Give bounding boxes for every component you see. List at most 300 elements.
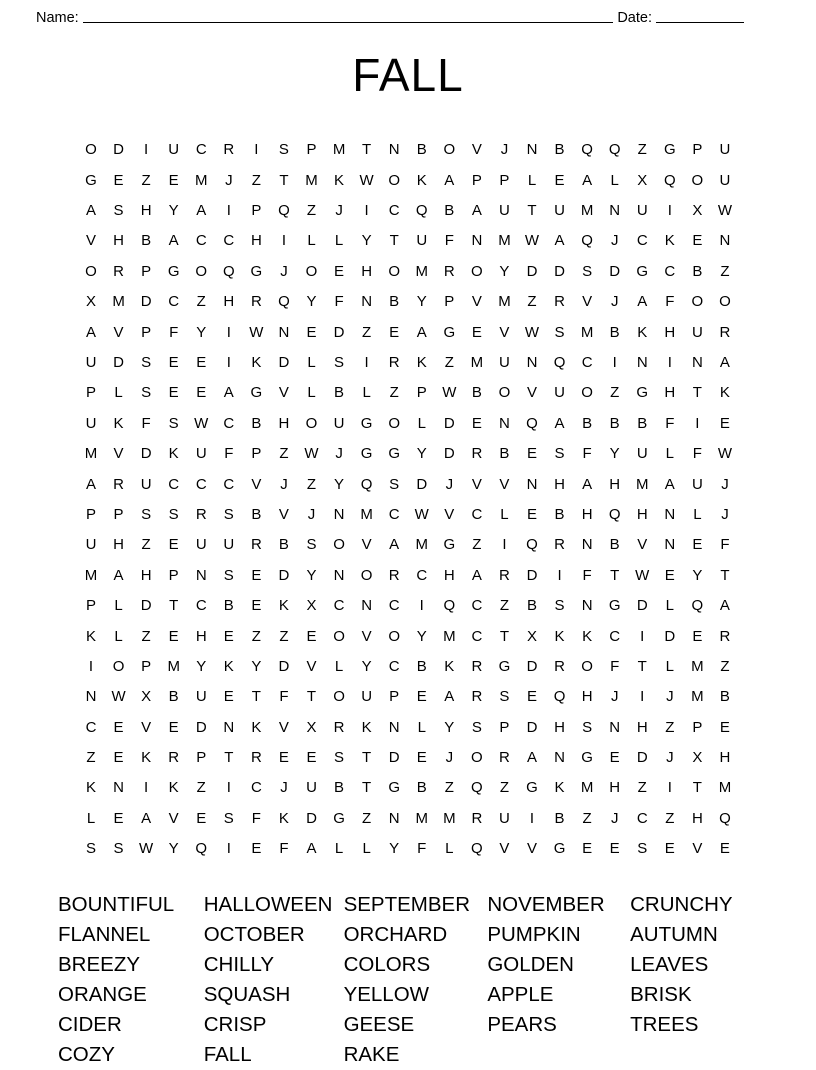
grid-letter[interactable]: D [416,475,428,493]
grid-letter[interactable]: M [415,536,428,554]
grid-letter[interactable]: U [85,414,97,432]
grid-letter[interactable]: V [278,718,289,736]
grid-letter[interactable]: O [112,657,125,675]
grid-letter[interactable]: V [444,505,455,523]
grid-letter[interactable]: J [445,749,454,767]
grid-letter[interactable]: Y [416,627,427,645]
grid-letter[interactable]: E [609,749,620,767]
grid-letter[interactable]: D [636,749,648,767]
grid-letter[interactable]: H [195,627,207,645]
grid-letter[interactable]: R [499,749,510,767]
grid-letter[interactable]: B [223,597,234,615]
grid-letter[interactable]: A [196,202,207,220]
grid-letter[interactable]: G [333,809,345,827]
grid-letter[interactable]: Q [360,475,373,493]
grid-letter[interactable]: I [502,536,507,554]
grid-letter[interactable]: J [335,445,343,463]
grid-letter[interactable]: D [333,323,345,341]
grid-letter[interactable]: E [251,840,262,858]
grid-letter[interactable]: I [419,597,424,615]
grid-letter[interactable]: Z [251,627,261,645]
grid-letter[interactable]: H [223,293,235,311]
grid-letter[interactable]: U [223,536,235,554]
grid-letter[interactable]: B [471,384,482,402]
grid-letter[interactable]: P [141,657,152,675]
grid-letter[interactable]: Z [389,384,399,402]
grid-letter[interactable]: G [360,414,373,432]
grid-letter[interactable]: Q [663,171,676,189]
grid-letter[interactable]: N [361,293,373,311]
grid-letter[interactable]: Y [361,232,372,250]
grid-letter[interactable]: N [333,505,345,523]
grid-letter[interactable]: S [168,414,179,432]
grid-letter[interactable]: W [717,202,733,220]
grid-letter[interactable]: L [362,840,371,858]
grid-letter[interactable]: P [499,718,510,736]
grid-letter[interactable]: E [113,809,124,827]
grid-letter[interactable]: W [635,566,650,584]
grid-letter[interactable]: O [691,171,704,189]
grid-letter[interactable]: E [389,323,400,341]
grid-letter[interactable]: U [636,202,648,220]
grid-letter[interactable]: J [500,141,509,159]
grid-letter[interactable]: N [471,232,483,250]
grid-letter[interactable]: E [223,688,234,706]
grid-letter[interactable]: V [278,384,289,402]
grid-letter[interactable]: A [85,202,96,220]
grid-letter[interactable]: F [417,840,427,858]
grid-letter[interactable]: Y [361,657,372,675]
grid-letter[interactable]: H [250,232,262,250]
grid-letter[interactable]: V [526,384,537,402]
grid-letter[interactable]: U [691,475,703,493]
grid-letter[interactable]: E [416,688,427,706]
grid-letter[interactable]: A [719,597,730,615]
grid-letter[interactable]: Z [720,262,730,280]
grid-letter[interactable]: E [471,414,482,432]
grid-letter[interactable]: L [86,809,96,827]
grid-letter[interactable]: F [444,232,454,250]
grid-letter[interactable]: P [85,384,96,402]
grid-letter[interactable]: W [414,505,429,523]
grid-letter[interactable]: J [280,475,288,493]
grid-letter[interactable]: U [195,536,207,554]
grid-letter[interactable]: S [582,262,593,280]
grid-letter[interactable]: V [251,475,262,493]
grid-letter[interactable]: P [113,505,124,523]
grid-letter[interactable]: B [416,657,427,675]
grid-letter[interactable]: R [443,262,455,280]
grid-letter[interactable]: B [609,323,620,341]
word-list-item[interactable]: OCTOBER [203,922,305,946]
grid-letter[interactable]: P [389,688,400,706]
grid-letter[interactable]: I [667,202,672,220]
grid-letter[interactable]: H [691,809,703,827]
grid-letter[interactable]: Q [608,505,621,523]
grid-letter[interactable]: M [443,627,456,645]
grid-letter[interactable]: J [610,809,619,827]
grid-letter[interactable]: W [717,445,733,463]
grid-letter[interactable]: B [609,414,620,432]
word-list-item[interactable]: ORCHARD [343,922,448,946]
grid-letter[interactable]: O [691,293,704,311]
grid-letter[interactable]: R [113,262,124,280]
grid-letter[interactable]: D [664,627,676,645]
grid-letter[interactable]: N [278,323,290,341]
grid-letter[interactable]: T [499,627,510,645]
grid-letter[interactable]: P [306,141,317,159]
grid-letter[interactable]: K [278,809,289,827]
grid-letter[interactable]: P [416,384,427,402]
grid-letter[interactable]: Z [499,779,510,797]
grid-letter[interactable]: B [526,597,537,615]
grid-letter[interactable]: U [333,414,345,432]
grid-letter[interactable]: B [554,809,565,827]
grid-letter[interactable]: P [85,505,96,523]
grid-letter[interactable]: Q [526,414,538,432]
grid-letter[interactable]: O [305,414,318,432]
grid-letter[interactable]: S [334,354,345,372]
grid-letter[interactable]: G [636,384,649,402]
grid-letter[interactable]: K [168,779,179,797]
grid-letter[interactable]: Z [665,718,675,736]
grid-letter[interactable]: B [554,141,565,159]
grid-letter[interactable]: X [692,202,703,220]
grid-letter[interactable]: R [195,505,207,523]
word-list-item[interactable]: YELLOW [343,982,430,1006]
grid-letter[interactable]: B [692,262,703,280]
grid-letter[interactable]: T [224,749,234,767]
grid-letter[interactable]: X [526,627,537,645]
grid-letter[interactable]: F [665,414,675,432]
grid-letter[interactable]: K [664,232,675,250]
grid-letter[interactable]: U [195,445,207,463]
grid-letter[interactable]: V [692,840,703,858]
grid-letter[interactable]: B [251,414,262,432]
grid-letter[interactable]: P [85,597,96,615]
grid-letter[interactable]: M [691,657,704,675]
grid-letter[interactable]: G [498,657,511,675]
grid-letter[interactable]: K [554,627,565,645]
grid-letter[interactable]: J [721,475,729,493]
grid-letter[interactable]: Q [471,779,483,797]
grid-letter[interactable]: G [388,445,401,463]
grid-letter[interactable]: R [554,536,565,554]
grid-letter[interactable]: V [637,536,648,554]
grid-letter[interactable]: L [114,384,123,402]
grid-letter[interactable]: T [251,688,261,706]
grid-letter[interactable]: H [636,505,648,523]
grid-letter[interactable]: M [195,171,208,189]
grid-letter[interactable]: S [223,566,234,584]
grid-letter[interactable]: Z [499,597,510,615]
grid-letter[interactable]: P [444,293,455,311]
grid-letter[interactable]: M [580,202,594,220]
grid-letter[interactable]: Z [637,779,647,797]
grid-letter[interactable]: U [554,202,565,220]
grid-letter[interactable]: M [498,293,511,311]
grid-letter[interactable]: A [582,475,593,493]
grid-letter[interactable]: V [499,475,510,493]
grid-letter[interactable]: V [361,536,372,554]
grid-letter[interactable]: Z [196,779,206,797]
grid-letter[interactable]: E [223,627,234,645]
grid-letter[interactable]: H [113,232,124,250]
grid-letter[interactable]: H [636,718,648,736]
grid-letter[interactable]: W [524,232,540,250]
grid-letter[interactable]: N [113,779,124,797]
grid-letter[interactable]: G [167,262,180,280]
grid-letter[interactable]: K [361,718,372,736]
grid-letter[interactable]: E [692,536,703,554]
grid-letter[interactable]: E [196,809,207,827]
word-list-item[interactable]: APPLE [487,982,554,1006]
grid-letter[interactable]: R [113,475,124,493]
grid-letter[interactable]: X [85,293,96,311]
grid-letter[interactable]: J [666,688,674,706]
grid-letter[interactable]: W [111,688,126,706]
grid-letter[interactable]: G [443,323,456,341]
grid-letter[interactable]: L [693,505,702,523]
grid-letter[interactable]: L [334,232,344,250]
grid-letter[interactable]: J [666,749,674,767]
grid-letter[interactable]: O [388,627,401,645]
grid-letter[interactable]: S [554,445,565,463]
grid-letter[interactable]: M [580,779,594,797]
grid-letter[interactable]: N [526,141,538,159]
grid-letter[interactable]: R [250,749,262,767]
grid-letter[interactable]: G [553,840,566,858]
grid-letter[interactable]: N [719,232,731,250]
grid-letter[interactable]: C [195,597,207,615]
grid-letter[interactable]: S [637,840,648,858]
grid-letter[interactable]: A [85,323,96,341]
grid-letter[interactable]: Q [526,536,538,554]
grid-letter[interactable]: K [251,718,262,736]
grid-letter[interactable]: I [144,779,149,797]
grid-letter[interactable]: V [499,323,510,341]
grid-letter[interactable]: V [306,657,317,675]
grid-letter[interactable]: L [362,384,371,402]
grid-letter[interactable]: M [498,232,511,250]
grid-letter[interactable]: U [554,384,565,402]
grid-letter[interactable]: E [554,171,565,189]
grid-letter[interactable]: K [334,171,345,189]
grid-letter[interactable]: A [389,536,400,554]
grid-letter[interactable]: D [140,597,152,615]
grid-letter[interactable]: U [416,232,428,250]
grid-letter[interactable]: E [168,718,179,736]
grid-letter[interactable]: A [471,202,482,220]
grid-letter[interactable]: V [471,141,482,159]
grid-letter[interactable]: P [196,749,207,767]
grid-letter[interactable]: U [85,536,97,554]
grid-letter[interactable]: H [554,718,565,736]
grid-letter[interactable]: L [417,718,426,736]
grid-letter[interactable]: U [499,202,510,220]
grid-letter[interactable]: Q [415,202,428,220]
grid-letter[interactable]: B [168,688,179,706]
grid-letter[interactable]: A [554,414,565,432]
grid-letter[interactable]: A [306,840,317,858]
grid-letter[interactable]: R [554,293,565,311]
grid-letter[interactable]: U [140,475,152,493]
grid-letter[interactable]: R [719,323,731,341]
grid-letter[interactable]: Q [581,141,593,159]
grid-letter[interactable]: A [141,809,152,827]
grid-letter[interactable]: Y [306,566,317,584]
grid-letter[interactable]: O [360,566,373,584]
grid-letter[interactable]: P [471,171,482,189]
word-list-item[interactable]: PUMPKIN [487,922,581,946]
grid-letter[interactable]: S [141,354,152,372]
grid-letter[interactable]: U [361,688,373,706]
grid-letter[interactable]: Z [720,657,730,675]
grid-letter[interactable]: Z [306,202,317,220]
grid-letter[interactable]: C [388,202,400,220]
word-list-item[interactable]: COLORS [343,952,431,976]
grid-letter[interactable]: G [85,171,97,189]
grid-letter[interactable]: Z [582,809,592,827]
grid-letter[interactable]: C [85,718,97,736]
grid-letter[interactable]: B [389,293,400,311]
grid-letter[interactable]: O [388,171,401,189]
grid-letter[interactable]: N [609,718,621,736]
grid-letter[interactable]: O [85,262,97,280]
grid-letter[interactable]: O [305,262,318,280]
grid-letter[interactable]: U [636,445,648,463]
grid-letter[interactable]: A [582,171,593,189]
grid-letter[interactable]: K [719,384,730,402]
grid-letter[interactable]: C [581,354,593,372]
grid-letter[interactable]: P [499,171,510,189]
grid-letter[interactable]: G [581,749,593,767]
grid-letter[interactable]: Q [222,262,235,280]
word-list-item[interactable]: CIDER [58,1012,122,1036]
grid-letter[interactable]: F [279,688,289,706]
grid-letter[interactable]: N [609,202,621,220]
grid-letter[interactable]: C [388,505,400,523]
word-list-item[interactable]: CHILLY [203,952,274,976]
grid-letter[interactable]: A [416,323,427,341]
grid-letter[interactable]: E [168,171,179,189]
grid-letter[interactable]: G [360,445,373,463]
grid-letter[interactable]: D [306,809,317,827]
grid-letter[interactable]: D [526,262,538,280]
grid-letter[interactable]: V [141,718,152,736]
grid-letter[interactable]: I [226,323,231,341]
grid-letter[interactable]: K [113,414,124,432]
grid-letter[interactable]: J [445,475,454,493]
grid-letter[interactable]: J [280,262,288,280]
grid-letter[interactable]: E [719,414,730,432]
grid-letter[interactable]: H [140,202,152,220]
grid-letter[interactable]: G [663,141,676,159]
grid-letter[interactable]: X [306,597,317,615]
grid-letter[interactable]: A [664,475,675,493]
grid-letter[interactable]: Y [416,445,427,463]
grid-letter[interactable]: Q [553,688,566,706]
grid-letter[interactable]: T [279,171,289,189]
grid-letter[interactable]: D [609,262,621,280]
grid-letter[interactable]: D [443,445,455,463]
grid-letter[interactable]: N [195,566,207,584]
grid-letter[interactable]: H [581,505,593,523]
grid-letter[interactable]: S [471,718,482,736]
grid-letter[interactable]: N [581,536,593,554]
grid-letter[interactable]: Y [692,566,703,584]
grid-letter[interactable]: M [718,779,732,797]
grid-letter[interactable]: S [141,384,152,402]
grid-letter[interactable]: Z [444,779,454,797]
grid-letter[interactable]: Z [86,749,96,767]
grid-letter[interactable]: Y [168,202,179,220]
grid-letter[interactable]: H [664,323,676,341]
grid-letter[interactable]: U [691,323,703,341]
grid-letter[interactable]: F [251,809,261,827]
grid-letter[interactable]: N [664,505,676,523]
grid-letter[interactable]: E [113,749,124,767]
grid-letter[interactable]: F [665,293,675,311]
grid-letter[interactable]: O [581,657,593,675]
grid-letter[interactable]: T [720,566,730,584]
grid-letter[interactable]: S [168,505,179,523]
grid-letter[interactable]: Q [691,597,704,615]
grid-letter[interactable]: Z [665,809,675,827]
grid-letter[interactable]: F [610,657,620,675]
grid-letter[interactable]: T [362,141,372,159]
grid-letter[interactable]: V [113,445,124,463]
grid-letter[interactable]: H [719,749,731,767]
word-list-item[interactable]: PEARS [487,1012,557,1036]
grid-letter[interactable]: K [85,627,96,645]
date-write-line[interactable] [656,21,744,23]
word-list-item[interactable]: SQUASH [203,982,291,1006]
grid-letter[interactable]: R [250,536,262,554]
grid-letter[interactable]: L [665,597,674,615]
grid-letter[interactable]: C [471,597,483,615]
word-list-item[interactable]: FALL [203,1042,252,1066]
grid-letter[interactable]: W [442,384,457,402]
name-write-line[interactable] [83,21,614,23]
grid-letter[interactable]: W [249,323,264,341]
grid-letter[interactable]: C [388,597,400,615]
grid-letter[interactable]: Z [610,384,620,402]
grid-letter[interactable]: A [223,384,234,402]
grid-letter[interactable]: B [251,505,262,523]
grid-letter[interactable]: K [582,627,593,645]
grid-letter[interactable]: M [415,262,428,280]
grid-letter[interactable]: R [471,657,483,675]
grid-letter[interactable]: U [719,171,731,189]
grid-letter[interactable]: A [471,566,482,584]
grid-letter[interactable]: C [664,262,676,280]
grid-letter[interactable]: N [223,718,235,736]
word-list-item[interactable]: LEAVES [630,952,709,976]
grid-letter[interactable]: H [609,475,621,493]
grid-letter[interactable]: S [499,688,510,706]
grid-letter[interactable]: C [416,566,428,584]
grid-letter[interactable]: W [139,840,154,858]
grid-letter[interactable]: C [223,475,235,493]
grid-letter[interactable]: X [637,171,648,189]
grid-letter[interactable]: N [333,566,345,584]
grid-letter[interactable]: N [361,597,373,615]
grid-letter[interactable]: M [580,323,594,341]
grid-letter[interactable]: R [388,566,400,584]
grid-letter[interactable]: J [721,505,729,523]
grid-letter[interactable]: H [443,566,455,584]
